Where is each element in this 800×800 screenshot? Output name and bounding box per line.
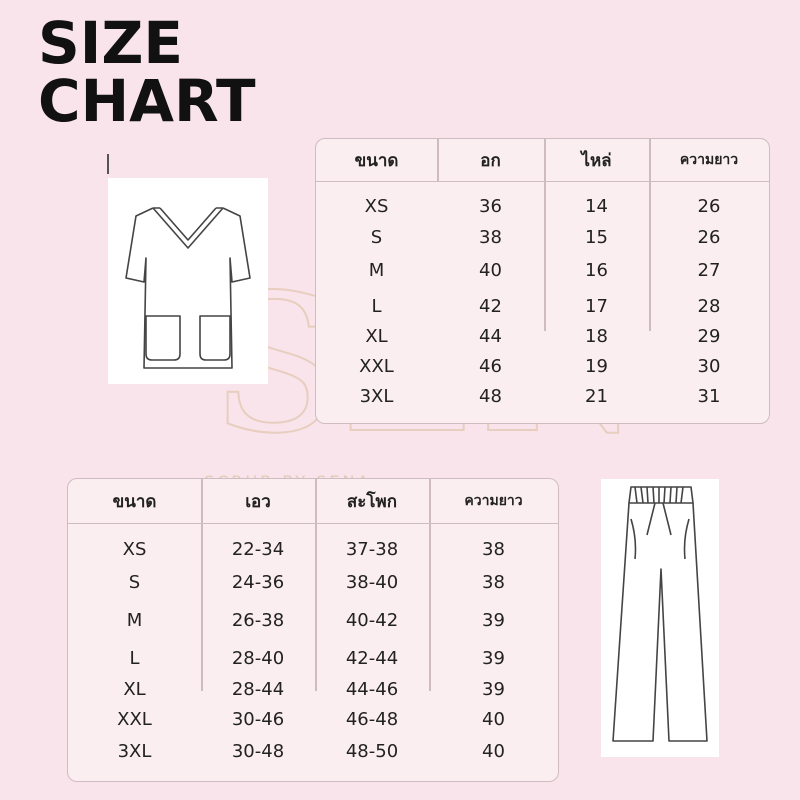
- table-cell: 30-48: [231, 741, 285, 762]
- table-cell: 15: [585, 227, 608, 248]
- table-cell: 42-44: [345, 648, 399, 669]
- table-cell: 48-50: [345, 741, 399, 762]
- table-cell: 31: [697, 386, 721, 407]
- table-cell: 40-42: [345, 610, 399, 631]
- table-cell: L: [129, 648, 140, 669]
- table-cell: 16: [585, 260, 608, 281]
- table-cell: 29: [697, 326, 721, 347]
- table-cell: 40: [479, 260, 502, 281]
- table-cell: 30-46: [231, 709, 285, 730]
- table-cell: 3XL: [117, 741, 152, 762]
- pants-size-table: [67, 478, 559, 782]
- table-cell: XS: [122, 539, 147, 560]
- scrub-shirt-illustration: [108, 178, 268, 384]
- header-length: ความยาว: [679, 152, 739, 168]
- table-header: [316, 139, 769, 182]
- pants-icon: [601, 479, 719, 757]
- table-cell: 38: [482, 539, 505, 560]
- table-cell: XS: [364, 196, 389, 217]
- table-cell: 26: [697, 196, 721, 217]
- table-cell: S: [128, 572, 141, 593]
- table-cell: 48: [479, 386, 502, 407]
- shirt-icon: [108, 178, 268, 384]
- table-cell: 39: [482, 648, 505, 669]
- table-cell: 46: [479, 356, 502, 377]
- table-cell: 28-40: [231, 648, 285, 669]
- table-cell: 42: [479, 296, 502, 317]
- header-size: ขนาด: [112, 491, 157, 512]
- table-cell: 38: [479, 227, 502, 248]
- header-hip: สะโพก: [346, 491, 398, 512]
- table-cell: 39: [482, 610, 505, 631]
- table-cell: L: [371, 296, 382, 317]
- table-cell: XL: [365, 326, 388, 347]
- header-shoulder: ไหล่: [581, 150, 612, 171]
- table-cell: 40: [482, 741, 505, 762]
- table-cell: 37-38: [345, 539, 399, 560]
- header-length: ความยาว: [464, 493, 523, 509]
- table-cell: 36: [479, 196, 502, 217]
- table-cell: 40: [482, 709, 505, 730]
- table-cell: XXL: [359, 356, 394, 377]
- table-cell: 44-46: [345, 679, 399, 700]
- table-cell: 18: [585, 326, 608, 347]
- table-cell: 44: [479, 326, 502, 347]
- header-chest: อก: [480, 150, 501, 171]
- table-cell: 3XL: [359, 386, 394, 407]
- table-cell: 21: [585, 386, 608, 407]
- table-cell: 19: [585, 356, 608, 377]
- table-cell: S: [370, 227, 383, 248]
- scrub-pants-illustration: [601, 479, 719, 757]
- table-cell: 39: [482, 679, 505, 700]
- table-cell: M: [126, 610, 143, 631]
- table-cell: 30: [697, 356, 721, 377]
- page-title: [38, 9, 256, 135]
- table-cell: 27: [697, 260, 721, 281]
- shirt-size-table: [315, 138, 770, 424]
- table-cell: 28-44: [231, 679, 285, 700]
- table-cell: 28: [697, 296, 721, 317]
- table-cell: 22-34: [231, 539, 285, 560]
- divider-tick: [107, 154, 109, 174]
- header-waist: เอว: [245, 491, 271, 512]
- title-line-2: CHART: [38, 67, 256, 135]
- title-line-1: SIZE: [38, 9, 184, 77]
- table-cell: 24-36: [231, 572, 285, 593]
- table-cell: 38-40: [345, 572, 399, 593]
- table-cell: 26-38: [231, 610, 285, 631]
- table-cell: 17: [585, 296, 608, 317]
- header-size: ขนาด: [354, 150, 399, 171]
- table-cell: 14: [585, 196, 608, 217]
- table-cell: XL: [123, 679, 146, 700]
- table-cell: 38: [482, 572, 505, 593]
- table-header: [68, 479, 558, 524]
- table-cell: XXL: [117, 709, 152, 730]
- table-cell: 46-48: [345, 709, 399, 730]
- table-cell: M: [368, 260, 385, 281]
- column-divider: [437, 139, 439, 181]
- table-cell: 26: [697, 227, 721, 248]
